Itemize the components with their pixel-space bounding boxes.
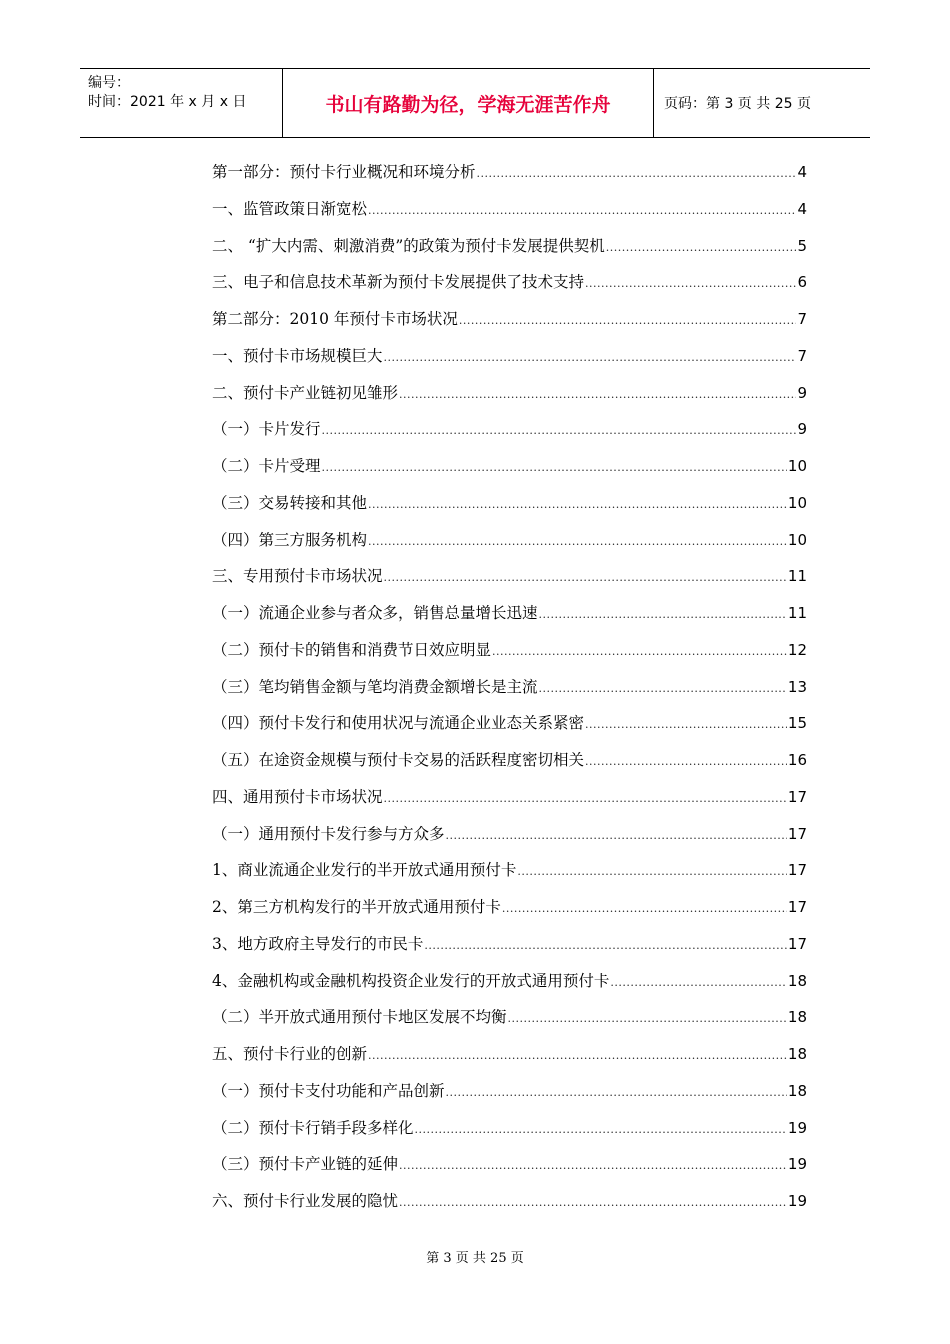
toc-entry-title: （二）预付卡的销售和消费节日效应明显 [212,640,492,659]
toc-entry-title: （三）预付卡产业链的延伸 [212,1155,399,1174]
header-page-info-cell [654,69,870,137]
toc-entry-page-number: 6 [797,273,807,292]
toc-entry[interactable] [212,1110,807,1147]
toc-entry-title: （四）第三方服务机构 [212,530,368,549]
toc-entry-page-number: 4 [797,199,807,218]
toc-entry-title: 六、预付卡行业发展的隐忧 [212,1192,399,1210]
toc-entry[interactable] [212,448,807,485]
header-motto: 书山有路勤为径，学海无涯苦作舟 [283,69,654,137]
toc-leader-dots [539,671,787,708]
toc-entry[interactable] [212,963,807,1000]
toc-entry-title: （二）卡片受理 [212,457,321,475]
toc-entry[interactable] [212,522,807,559]
toc-entry-title: 4、金融机构或金融机构投资企业发行的开放式通用预付卡 [212,971,610,990]
toc-entry-page-number: 17 [787,824,807,843]
toc-entry-page-number: 19 [787,1155,807,1174]
toc-leader-dots [606,230,796,267]
toc-entry[interactable] [212,889,807,926]
toc-entry-page-number: 11 [787,604,807,622]
toc-entry-title: 三、专用预付卡市场状况 [212,567,383,586]
toc-leader-dots [384,560,787,597]
table-of-contents [212,154,807,1220]
toc-leader-dots [424,928,787,965]
toc-entry-page-number: 9 [797,383,807,402]
toc-entry-title: 1、商业流通企业发行的半开放式通用预付卡 [212,861,517,880]
toc-entry[interactable] [212,1183,807,1220]
toc-leader-dots [368,193,796,230]
toc-entry-title: （三）交易转接和其他 [212,493,368,512]
toc-leader-dots [368,1038,787,1075]
toc-leader-dots [322,450,787,487]
toc-leader-dots [517,854,787,891]
toc-entry-page-number: 11 [787,567,807,586]
toc-entry-title: （一）通用预付卡发行参与方众多 [212,824,445,843]
toc-leader-dots [368,524,787,561]
toc-entry-title: 二、预付卡产业链初见雏形 [212,383,399,402]
toc-entry[interactable] [212,742,807,779]
toc-entry[interactable] [212,999,807,1036]
toc-leader-dots [384,340,796,377]
toc-entry-page-number: 10 [787,457,807,475]
toc-entry-page-number: 7 [797,346,807,365]
toc-entry-title: 一、预付卡市场规模巨大 [212,346,383,365]
toc-entry-page-number: 5 [797,236,807,255]
toc-entry[interactable] [212,411,807,448]
toc-entry[interactable] [212,191,807,228]
toc-entry-page-number: 10 [787,530,807,549]
toc-entry[interactable] [212,301,807,338]
toc-entry-page-number: 10 [787,493,807,512]
document-date-label: 时间：2021 年 x 月 x 日 [88,94,247,110]
toc-entry-page-number: 17 [787,934,807,953]
toc-entry[interactable] [212,154,807,191]
toc-leader-dots [399,1148,787,1185]
toc-entry-title: （二）半开放式通用预付卡地区发展不均衡 [212,1008,507,1027]
toc-entry[interactable] [212,779,807,816]
toc-entry-title: 二、 “扩大内需、刺激消费”的政策为预付卡发展提供契机 [212,236,605,255]
toc-entry[interactable] [212,1146,807,1183]
toc-entry[interactable] [212,852,807,889]
toc-leader-dots [459,303,796,340]
toc-entry[interactable] [212,705,807,742]
toc-leader-dots [539,597,787,634]
toc-leader-dots [492,634,787,671]
toc-entry-page-number: 19 [787,1192,807,1210]
toc-entry-page-number: 17 [787,787,807,806]
toc-entry-title: （五）在途资金规模与预付卡交易的活跃程度密切相关 [212,751,585,769]
toc-entry-title: （三）笔均销售金额与笔均消费金额增长是主流 [212,677,538,696]
toc-entry[interactable] [212,558,807,595]
toc-entry-title: （四）预付卡发行和使用状况与流通企业业态关系紧密 [212,714,585,733]
toc-entry-page-number: 9 [797,420,807,439]
toc-entry-page-number: 4 [797,163,807,181]
toc-entry[interactable] [212,338,807,375]
toc-entry-page-number: 18 [787,971,807,990]
toc-entry-page-number: 17 [787,898,807,916]
toc-entry[interactable] [212,264,807,301]
toc-leader-dots [508,1001,787,1038]
page-header [80,68,870,138]
toc-entry-title: 一、监管政策日渐宽松 [212,199,368,218]
toc-entry-page-number: 19 [787,1118,807,1137]
toc-entry-title: 五、预付卡行业的创新 [212,1045,368,1063]
toc-entry-title: 第一部分：预付卡行业概况和环境分析 [212,163,476,181]
toc-entry-title: 3、地方政府主导发行的市民卡 [212,934,424,953]
toc-entry-page-number: 18 [787,1045,807,1063]
toc-leader-dots [415,1112,787,1149]
toc-leader-dots [368,487,787,524]
toc-entry-title: 第二部分：2010 年预付卡市场状况 [212,310,458,328]
toc-entry[interactable] [212,816,807,853]
toc-entry-title: 三、电子和信息技术革新为预付卡发展提供了技术支持 [212,273,585,292]
header-page-info: 页码：第 3 页 共 25 页 [664,96,811,112]
toc-entry[interactable] [212,375,807,412]
toc-leader-dots [585,707,787,744]
toc-leader-dots [502,891,787,928]
toc-leader-dots [446,818,787,855]
toc-leader-dots [399,377,796,414]
toc-entry-title: 四、通用预付卡市场状况 [212,787,383,806]
page-footer: 第 3 页 共 25 页 [426,1251,524,1266]
toc-entry-page-number: 16 [787,751,807,769]
toc-entry[interactable] [212,595,807,632]
toc-leader-dots [399,1185,787,1222]
toc-entry-page-number: 12 [787,640,807,659]
toc-entry-page-number: 13 [787,677,807,696]
toc-entry[interactable] [212,1036,807,1073]
toc-leader-dots [585,744,787,781]
toc-entry[interactable] [212,669,807,706]
toc-entry[interactable] [212,228,807,265]
document-number-label: 编号： [88,75,130,91]
toc-entry[interactable] [212,485,807,522]
toc-entry-page-number: 18 [787,1008,807,1027]
toc-entry-title: 2、第三方机构发行的半开放式通用预付卡 [212,898,501,916]
header-meta-cell [80,69,283,137]
toc-entry-page-number: 15 [787,714,807,733]
toc-leader-dots [585,266,796,303]
toc-entry-title: （一）卡片发行 [212,420,321,439]
toc-entry-page-number: 18 [787,1081,807,1100]
toc-entry[interactable] [212,1073,807,1110]
toc-leader-dots [384,781,787,818]
toc-entry-page-number: 17 [787,861,807,880]
toc-entry-page-number: 7 [797,310,807,328]
toc-leader-dots [477,156,796,193]
toc-leader-dots [610,965,787,1002]
toc-leader-dots [446,1075,787,1112]
toc-leader-dots [322,413,796,450]
toc-entry-title: （一）预付卡支付功能和产品创新 [212,1081,445,1100]
toc-entry[interactable] [212,632,807,669]
toc-entry-title: （二）预付卡行销手段多样化 [212,1118,414,1137]
toc-entry[interactable] [212,926,807,963]
toc-entry-title: （一）流通企业参与者众多，销售总量增长迅速 [212,604,538,622]
